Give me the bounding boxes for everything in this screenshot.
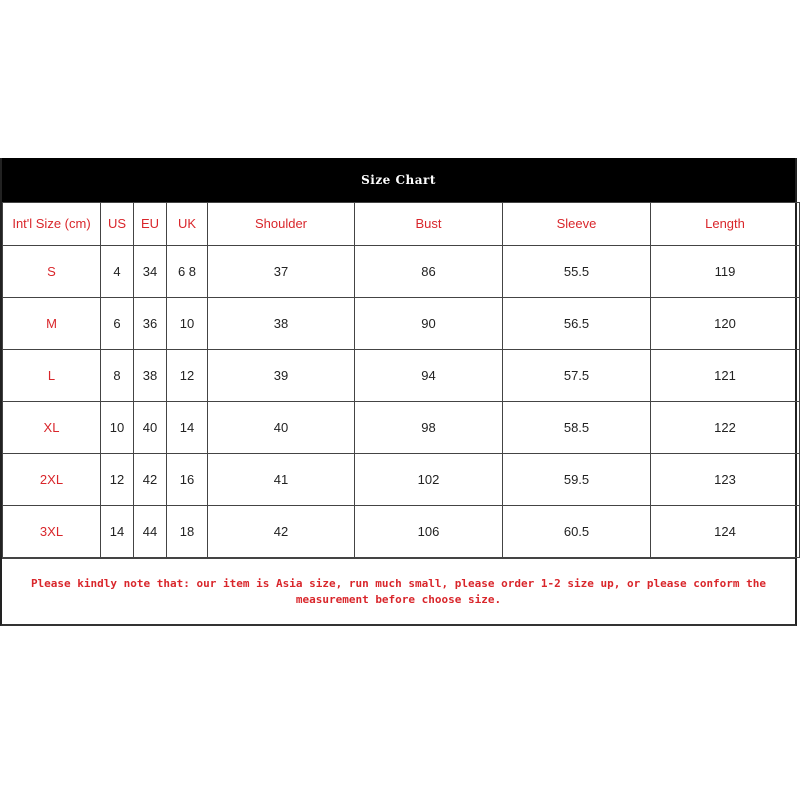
header-length: Length xyxy=(651,203,800,246)
table-row xyxy=(3,506,800,558)
sleeve-cell: 60.5 xyxy=(503,506,651,558)
length-cell: 120 xyxy=(651,298,800,350)
sleeve-cell: 55.5 xyxy=(503,246,651,298)
eu-cell: 36 xyxy=(134,298,167,350)
size-table xyxy=(2,202,800,558)
us-cell: 12 xyxy=(101,454,134,506)
us-cell: 6 xyxy=(101,298,134,350)
size-cell: M xyxy=(3,298,101,350)
shoulder-cell: 37 xyxy=(208,246,355,298)
size-chart xyxy=(0,158,797,626)
length-cell: 119 xyxy=(651,246,800,298)
sleeve-cell: 56.5 xyxy=(503,298,651,350)
eu-cell: 40 xyxy=(134,402,167,454)
length-cell: 123 xyxy=(651,454,800,506)
bust-cell: 94 xyxy=(355,350,503,402)
chart-title: Size Chart xyxy=(2,158,795,202)
header-shoulder: Shoulder xyxy=(208,203,355,246)
header-us: US xyxy=(101,203,134,246)
length-cell: 122 xyxy=(651,402,800,454)
sleeve-cell: 58.5 xyxy=(503,402,651,454)
table-row xyxy=(3,454,800,506)
uk-cell: 18 xyxy=(167,506,208,558)
header-uk: UK xyxy=(167,203,208,246)
uk-cell: 12 xyxy=(167,350,208,402)
table-row xyxy=(3,246,800,298)
us-cell: 8 xyxy=(101,350,134,402)
header-row xyxy=(3,203,800,246)
table-row xyxy=(3,298,800,350)
shoulder-cell: 38 xyxy=(208,298,355,350)
bust-cell: 98 xyxy=(355,402,503,454)
length-cell: 124 xyxy=(651,506,800,558)
uk-cell: 14 xyxy=(167,402,208,454)
size-note: Please kindly note that: our item is Asia size, run much small, please order 1-2 size up, or please conform the measurement before choose size. xyxy=(2,558,795,624)
bust-cell: 102 xyxy=(355,454,503,506)
shoulder-cell: 40 xyxy=(208,402,355,454)
uk-cell: 6 8 xyxy=(167,246,208,298)
size-cell: S xyxy=(3,246,101,298)
table-row xyxy=(3,402,800,454)
shoulder-cell: 39 xyxy=(208,350,355,402)
size-cell: 3XL xyxy=(3,506,101,558)
header-eu: EU xyxy=(134,203,167,246)
uk-cell: 10 xyxy=(167,298,208,350)
header-intl-size: Int'l Size (cm) xyxy=(3,203,101,246)
eu-cell: 42 xyxy=(134,454,167,506)
bust-cell: 90 xyxy=(355,298,503,350)
size-cell: XL xyxy=(3,402,101,454)
eu-cell: 38 xyxy=(134,350,167,402)
eu-cell: 34 xyxy=(134,246,167,298)
eu-cell: 44 xyxy=(134,506,167,558)
table-row xyxy=(3,350,800,402)
header-sleeve: Sleeve xyxy=(503,203,651,246)
shoulder-cell: 42 xyxy=(208,506,355,558)
sleeve-cell: 59.5 xyxy=(503,454,651,506)
sleeve-cell: 57.5 xyxy=(503,350,651,402)
bust-cell: 106 xyxy=(355,506,503,558)
us-cell: 4 xyxy=(101,246,134,298)
header-bust: Bust xyxy=(355,203,503,246)
bust-cell: 86 xyxy=(355,246,503,298)
uk-cell: 16 xyxy=(167,454,208,506)
length-cell: 121 xyxy=(651,350,800,402)
shoulder-cell: 41 xyxy=(208,454,355,506)
us-cell: 14 xyxy=(101,506,134,558)
size-cell: L xyxy=(3,350,101,402)
us-cell: 10 xyxy=(101,402,134,454)
size-cell: 2XL xyxy=(3,454,101,506)
